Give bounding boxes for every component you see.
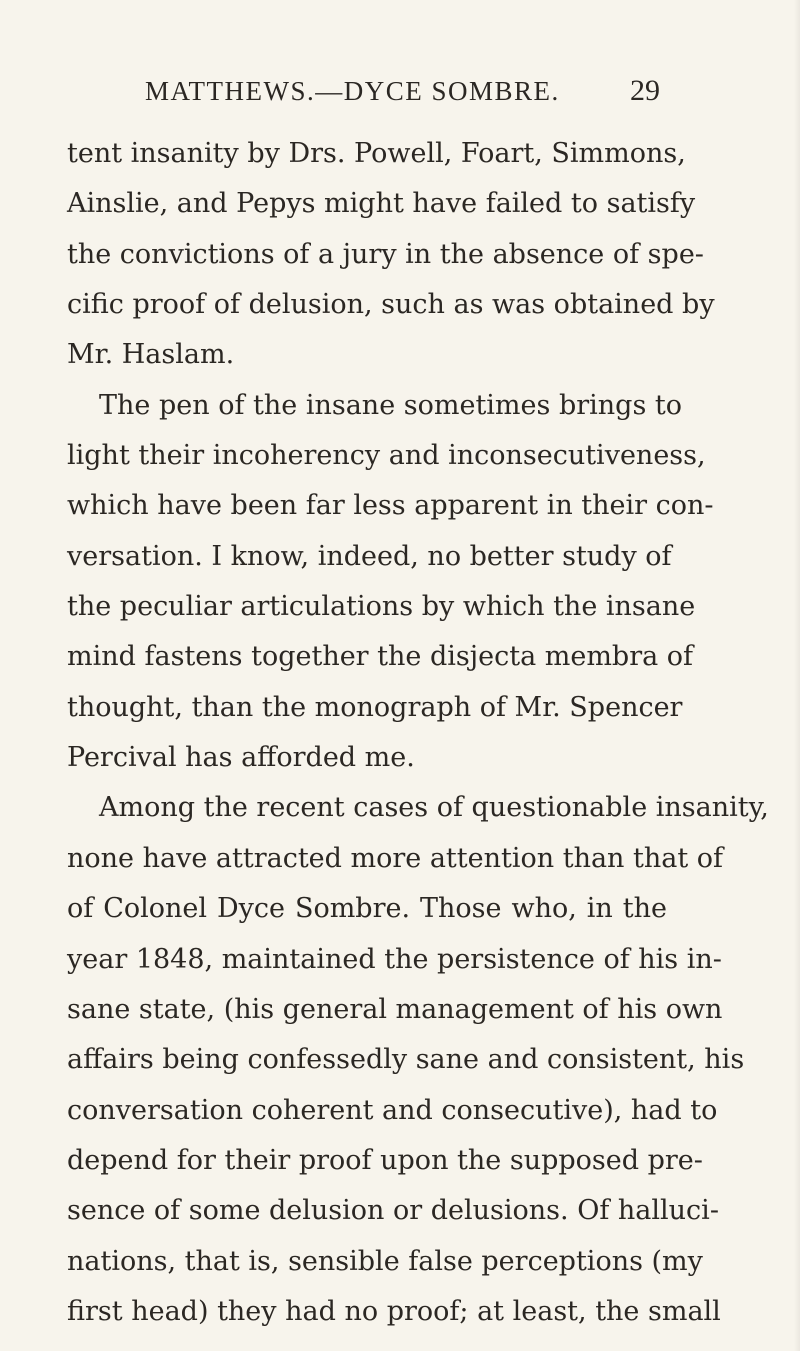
- text-line: thought, than the monograph of Mr. Spencer: [67, 691, 683, 723]
- text-line: year 1848, maintained the persistence of his in-: [67, 943, 722, 975]
- body-text: [67, 129, 769, 1337]
- text-line: light their incoherency and inconsecutiveness,: [67, 440, 706, 472]
- page-number: 29: [630, 74, 660, 107]
- text-line: the convictions of a jury in the absence of spe-: [67, 238, 704, 270]
- text-line: versation. I know, indeed, no better study of: [67, 540, 672, 572]
- text-line: none have attracted more attention than that of: [67, 842, 724, 874]
- text-line: Ainslie, and Pepys might have failed to satisfy: [67, 188, 696, 220]
- text-line: Among the recent cases of questionable insanity,: [99, 792, 769, 824]
- text-line: nations, that is, sensible false perceptions (my: [67, 1245, 703, 1277]
- text-line: cific proof of delusion, such as was obtained by: [67, 289, 715, 321]
- page-edge-shadow: [794, 0, 800, 1351]
- text-line: Mr. Haslam.: [67, 339, 235, 371]
- text-line: affairs being confessedly sane and consistent, his: [67, 1044, 745, 1076]
- text-line: the peculiar articulations by which the insane: [67, 591, 696, 623]
- running-head-title: MATTHEWS.—DYCE SOMBRE.: [145, 76, 560, 106]
- text-line: of Colonel Dyce Sombre. Those who, in the: [67, 893, 667, 925]
- text-line: conversation coherent and consecutive), had to: [67, 1094, 718, 1126]
- text-line: mind fastens together the disjecta membra of: [67, 641, 694, 673]
- text-line: tent insanity by Drs. Powell, Foart, Simmons,: [67, 138, 686, 169]
- text-line: sence of some delusion or delusions. Of halluci-: [67, 1195, 719, 1227]
- text-line: depend for their proof upon the supposed pre-: [67, 1144, 703, 1176]
- text-line: which have been far less apparent in their con-: [67, 490, 714, 522]
- text-line: sane state, (his general management of his own: [67, 993, 723, 1025]
- running-head: [0, 76, 800, 116]
- text-line: first head) they had no proof; at least, the small: [67, 1295, 721, 1327]
- text-line: The pen of the insane sometimes brings to: [99, 389, 682, 421]
- text-line: Percival has afforded me.: [67, 742, 415, 774]
